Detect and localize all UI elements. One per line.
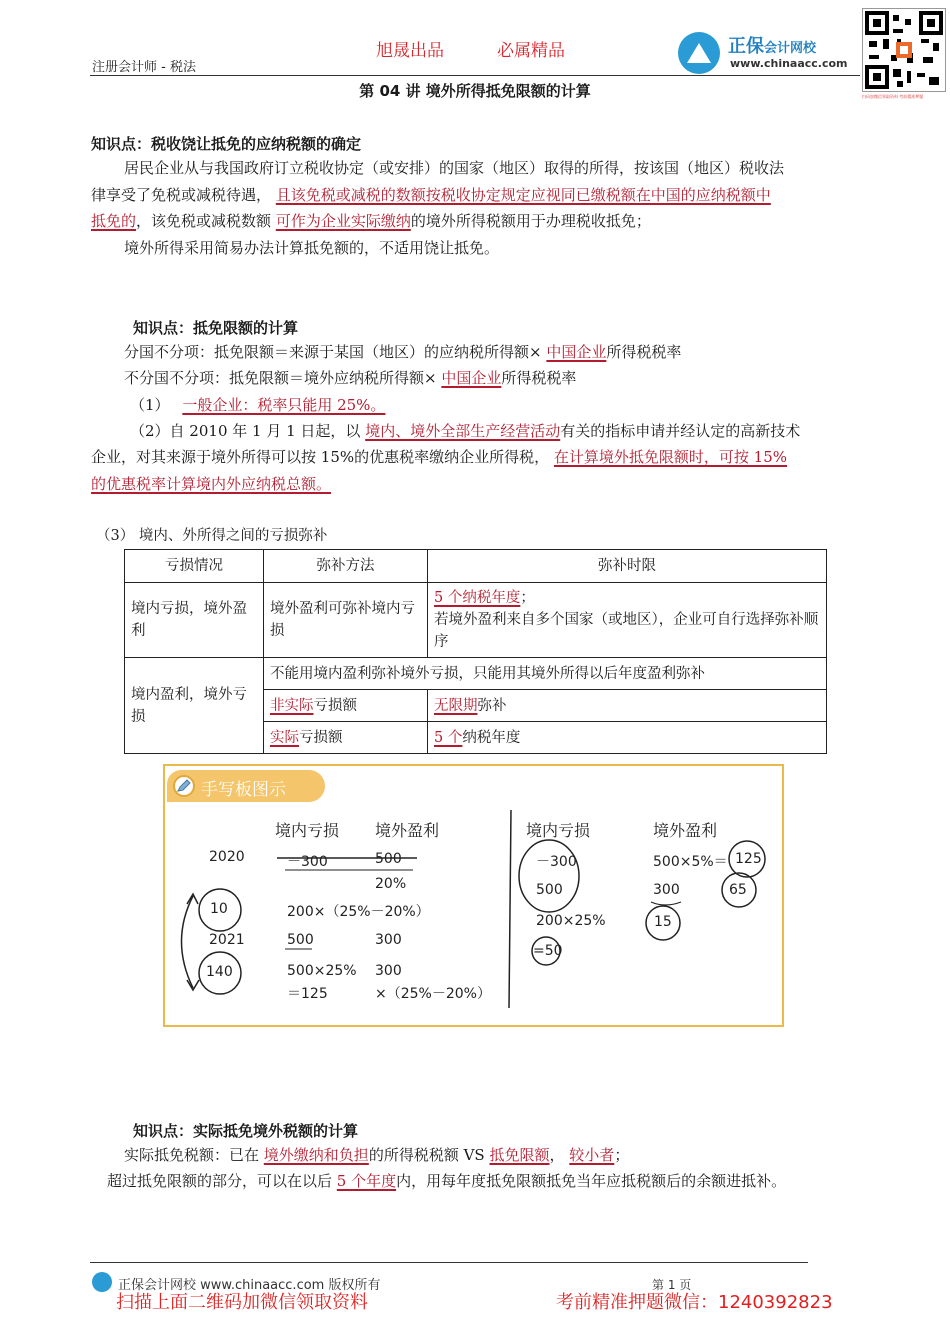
table-cell: 不能用境内盈利弥补境外亏损，只能用其境外所得以后年度盈利弥补 (264, 658, 827, 690)
header-slogan-1: 旭晟出品 (376, 41, 444, 61)
qr-note: 扫码加微信领取资料 考前精准押题 (862, 94, 924, 99)
text: 若境外盈利来自多个国家（或地区），企业可自行选择弥补顺序 (434, 612, 819, 650)
text: 律享受了免税或减税待遇， (91, 186, 272, 204)
highlight-text: 境外缴纳和负担 (263, 1146, 369, 1164)
text: ，该免税或减税数额 (136, 212, 272, 230)
highlight-text: 中国企业 (546, 343, 607, 361)
board-value: －300 (536, 854, 577, 870)
text: 亏损额 (313, 697, 357, 714)
highlight-text: 无限期 (434, 697, 478, 714)
table-header-cell: 弥补方法 (264, 550, 428, 583)
loss-offset-table (124, 549, 827, 754)
board-value: 500 (375, 851, 402, 867)
highlight-text: 境内、境外全部生产经营活动 (365, 422, 561, 440)
board-value: 500 (536, 882, 563, 898)
text: （2）自 2010 年 1 月 1 日起，以 (130, 422, 361, 440)
arrow-head (187, 894, 198, 904)
highlight-text: 5 个纳税年度 (434, 590, 521, 606)
highlight-text: 抵免的 (91, 212, 137, 230)
table-cell: 境内亏损，境外盈利 (125, 583, 264, 658)
actual-credit-line (124, 1142, 629, 1168)
highlight-text: 可作为企业实际缴纳 (275, 212, 411, 230)
table-cell (264, 722, 428, 754)
table-cell: 境外盈利可弥补境内亏损 (264, 583, 428, 658)
board-year-2021: 2021 (209, 932, 245, 948)
highlight-text: 5 个年度 (336, 1172, 397, 1190)
board-left-col1: 境内亏损 (275, 821, 340, 840)
page-title: 第 04 讲 境外所得抵免限额的计算 (359, 82, 591, 100)
curve-mark (651, 902, 681, 905)
text: 的境外所得税额用于办理税收抵免； (410, 212, 651, 230)
text: 的所得税税额 VS (368, 1146, 485, 1164)
highlight-text: 5 个 (434, 729, 463, 746)
rule-high-tech-line1 (130, 418, 800, 444)
highlight-text: 较小者 (569, 1146, 615, 1164)
board-circle-value: 140 (206, 964, 233, 980)
section1-para2: 境外所得采用简易办法计算抵免额的，不适用饶让抵免。 (124, 239, 500, 257)
text: 企业，对其来源于境外所得可以按 15%的优惠税率缴纳企业所得税， (91, 448, 550, 466)
board-value: 500 (287, 932, 314, 948)
highlight-text: 在计算境外抵免限额时，可按 15% (553, 448, 788, 466)
text: 亏损额 (299, 729, 343, 746)
promo-right: 考前精准押题微信：1240392823 (556, 1292, 833, 1313)
footer-logo-icon (92, 1272, 112, 1292)
highlight-text: 一般企业：税率只能用 25%。 (182, 396, 386, 414)
text: 内，用每年度抵免限额抵免当年应抵税额后的余额进抵补。 (396, 1172, 787, 1190)
board-title: 手写板图示 (201, 780, 286, 800)
table-row (125, 658, 827, 690)
board-value: 300 (375, 963, 402, 979)
board-circle-value: 15 (654, 914, 672, 930)
section1-heading: 知识点：税收饶让抵免的应纳税额的确定 (91, 135, 362, 153)
text: 纳税年度 (462, 729, 521, 746)
board-value: 20% (375, 876, 407, 892)
chinaacc-logo (678, 32, 858, 74)
promo-left: 扫描上面二维码加微信领取资料 (116, 1292, 368, 1313)
section1-para1-line1: 居民企业从与我国政府订立税收协定（或安排）的国家（地区）取得的所得，按该国（地区）税收法 (124, 159, 785, 177)
board-circle-value: 125 (735, 851, 762, 867)
table-header-row (125, 550, 827, 583)
board-value: 500×25% (287, 963, 357, 979)
footer-divider (90, 1262, 808, 1263)
text: 不分国不分项：抵免限额＝境外应纳税所得额× (124, 369, 437, 387)
table-cell (264, 690, 428, 722)
handwriting-board (163, 764, 784, 1027)
board-value: ＝125 (287, 986, 328, 1002)
logo-sub: 会计网校 (764, 41, 817, 56)
board-circle-value: 10 (210, 901, 228, 917)
table-cell: 境内盈利，境外亏损 (125, 658, 264, 754)
board-value: ×（25%－20%） (375, 986, 491, 1002)
board-value: 200×25% (536, 913, 606, 929)
footer-copyright: 正保会计网校 www.chinaacc.com 版权所有 (118, 1278, 381, 1293)
rule-high-tech-line2 (91, 444, 787, 470)
board-value: 500×5%＝ (653, 854, 728, 870)
divider-line (509, 810, 511, 1008)
table-caption: （3） 境内、外所得之间的亏损弥补 (96, 528, 328, 544)
section1-para1-line2 (91, 182, 771, 208)
text: ； (614, 1146, 630, 1164)
highlight-text: 非实际 (270, 697, 314, 714)
text: 弥补 (477, 697, 507, 714)
board-right-col2: 境外盈利 (653, 821, 718, 840)
table-header-cell: 弥补时限 (428, 550, 827, 583)
formula-overall (124, 365, 576, 391)
text: ， (549, 1146, 565, 1164)
formula-per-country (124, 339, 681, 365)
text: 所得税税率 (501, 369, 577, 387)
board-right-col1: 境内亏损 (526, 821, 591, 840)
text: 所得税税率 (606, 343, 682, 361)
logo-mark-icon (678, 32, 720, 74)
carryforward-line (107, 1168, 786, 1194)
arrow-path (182, 896, 194, 988)
section3-heading: 知识点：实际抵免境外税额的计算 (133, 1122, 359, 1140)
text: 超过抵免限额的部分，可以在以后 (107, 1172, 333, 1190)
rule-general-enterprise (130, 392, 385, 418)
board-circle-value: 65 (729, 882, 747, 898)
highlight-text: 且该免税或减税的数额按税收协定规定应视同已缴税额在中国的应纳税额中 (275, 186, 771, 204)
logo-url: www.chinaacc.com (730, 57, 848, 70)
header-divider (90, 75, 860, 76)
text: 分国不分项：抵免限额＝来源于某国（地区）的应纳税所得额× (124, 343, 542, 361)
section2-heading: 知识点：抵免限额的计算 (133, 319, 299, 337)
table-cell (428, 722, 827, 754)
section1-para1-line3 (91, 208, 651, 234)
course-name: 注册会计师 - 税法 (92, 60, 196, 75)
highlight-text: 实际 (270, 729, 299, 746)
highlight-text: 中国企业 (441, 369, 502, 387)
board-value: 300 (653, 882, 680, 898)
arrow-head (187, 980, 199, 990)
page-number: 第 1 页 (652, 1278, 692, 1292)
highlight-text: 的优惠税率计算境内外应纳税总额。 (91, 475, 332, 493)
board-value: 200×（25%－20%） (287, 904, 430, 920)
table-cell (428, 690, 827, 722)
board-year-2020: 2020 (209, 849, 245, 865)
header-slogan-2: 必属精品 (497, 41, 565, 61)
text: 有关的指标申请并经认定的高新技术 (560, 422, 801, 440)
table-header-cell: 亏损情况 (125, 550, 264, 583)
logo-name: 正保 (728, 36, 764, 57)
board-value: －300 (287, 854, 328, 870)
board-value: =50 (533, 943, 563, 959)
highlight-text: 抵免限额 (489, 1146, 550, 1164)
text: （1） (130, 396, 170, 414)
board-value: 300 (375, 932, 402, 948)
table-row (125, 583, 827, 658)
rule-high-tech-line3 (91, 471, 331, 497)
table-cell (428, 583, 827, 658)
board-left-col2: 境外盈利 (375, 821, 440, 840)
text: 实际抵免税额：已在 (124, 1146, 260, 1164)
text: ； (520, 590, 535, 606)
